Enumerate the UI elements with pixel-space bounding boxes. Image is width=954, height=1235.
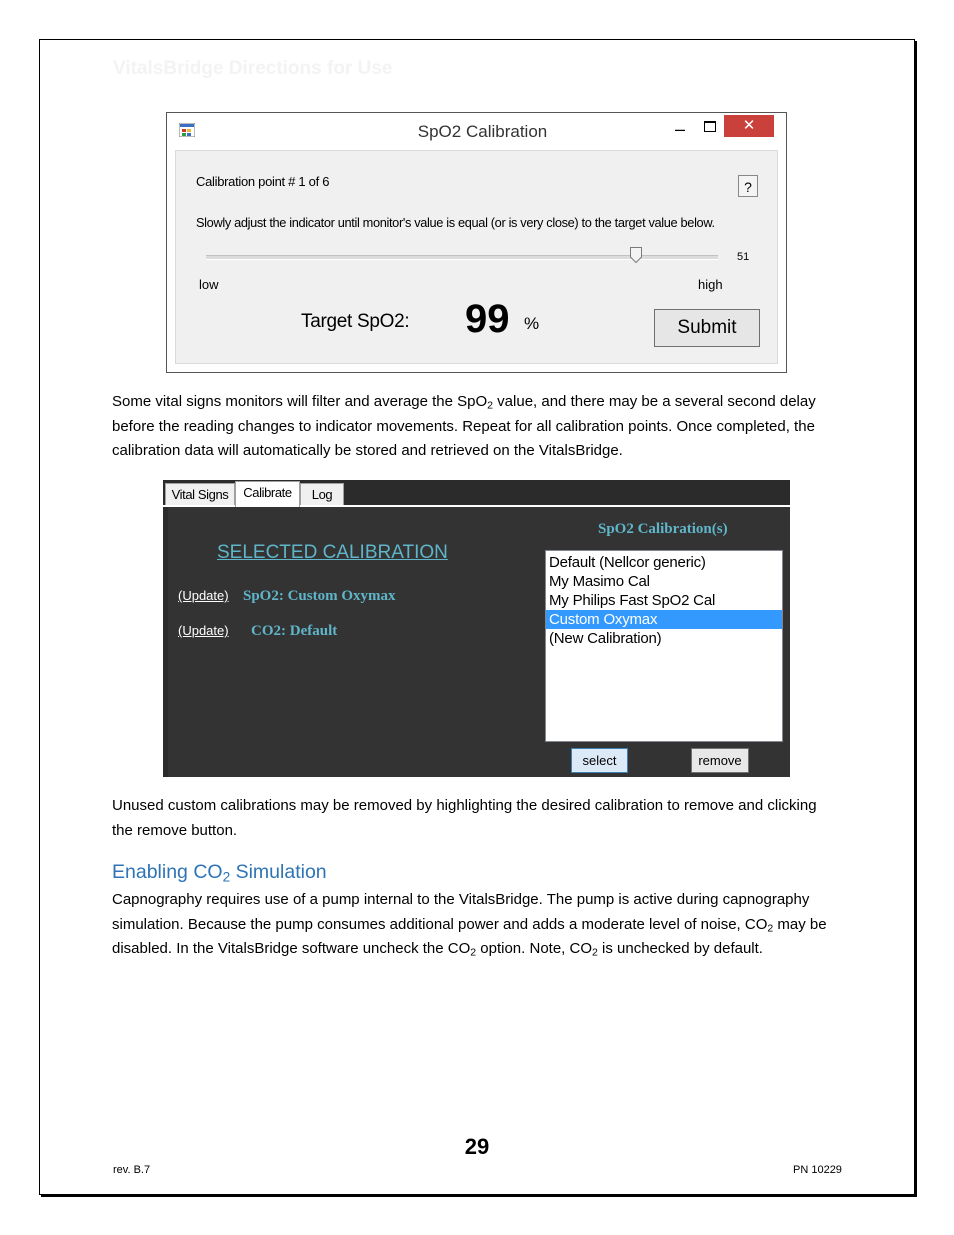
co2-selected-calibration: CO2: Default xyxy=(251,623,338,639)
section-heading xyxy=(112,861,327,884)
spo2-selected-calibration: SpO2: Custom Oxymax xyxy=(243,588,396,604)
calibrate-tab-screenshot xyxy=(163,480,790,777)
update-spo2-link[interactable]: (Update) xyxy=(178,588,229,603)
dialog-titlebar[interactable] xyxy=(167,113,786,149)
co2-sub-1: 2 xyxy=(767,922,774,935)
update-co2-link[interactable]: (Update) xyxy=(178,623,229,638)
paragraph-remove-note xyxy=(112,794,832,843)
page-number: 29 xyxy=(464,1134,490,1159)
slider-value: 51 xyxy=(737,251,750,263)
calibration-listbox[interactable] xyxy=(545,550,783,742)
dialog-title: SpO2 Calibration xyxy=(417,122,548,141)
heading-text-a: Enabling CO xyxy=(112,861,223,883)
list-item-selected[interactable]: Custom Oxymax xyxy=(546,610,782,629)
paragraph-filter-note xyxy=(112,390,832,464)
co2-text-3: option. Note, CO xyxy=(476,940,593,957)
slider-low-label: low xyxy=(199,277,219,292)
co2-text-1: Capnography requires use of a pump internal to the VitalsBridge. The pump is active during capnography simulation. Because the pump consumes additional power and adds a moderate level of noise, CO xyxy=(112,891,810,933)
para1-text-b: value, and there may be a several second delay before the reading changes to indicator movements. Repeat for all calibration points. Once completed, the calibration data will automatically be stored and retrieved on the VitalsBridge. xyxy=(112,393,816,459)
paragraph-co2-simulation xyxy=(112,888,832,962)
calibration-point-label: Calibration point # 1 of 6 xyxy=(196,174,330,189)
selected-calibration-title: SELECTED CALIBRATION xyxy=(217,542,448,563)
para1-text-a: Some vital signs monitors will filter and average the SpO xyxy=(112,393,488,410)
tab-strip xyxy=(163,480,790,507)
list-item[interactable]: (New Calibration) xyxy=(549,630,662,647)
co2-text-2: may be disabled. In the VitalsBridge software uncheck the CO xyxy=(112,915,827,957)
submit-button[interactable]: Submit xyxy=(654,309,760,347)
co2-text-4: is unchecked by default. xyxy=(597,940,763,957)
list-item[interactable]: My Philips Fast SpO2 Cal xyxy=(549,592,716,609)
co2-sub-2: 2 xyxy=(470,946,477,959)
calibrate-panel xyxy=(168,507,790,777)
footer-part-number: PN 10229 xyxy=(793,1164,842,1176)
remove-button[interactable]: remove xyxy=(691,748,749,773)
help-button[interactable]: ? xyxy=(738,175,758,197)
running-header: VitalsBridge Directions for Use xyxy=(113,58,393,79)
target-spo2-value: 99 xyxy=(465,297,510,341)
slider-high-label: high xyxy=(698,277,723,292)
heading-text-b: Simulation xyxy=(230,861,327,883)
target-spo2-label: Target SpO2: xyxy=(301,311,410,332)
co2-sub-3: 2 xyxy=(592,946,598,959)
para2-text: Unused custom calibrations may be removed by highlighting the desired calibration to remove and clicking the remove button. xyxy=(112,797,817,839)
maximize-icon[interactable] xyxy=(704,121,716,132)
tab-vital-signs[interactable]: Vital Signs xyxy=(165,483,235,505)
instruction-text: Slowly adjust the indicator until monitor's value is equal (or is very close) to the target value below. xyxy=(196,215,715,230)
tab-log[interactable]: Log xyxy=(300,483,344,505)
footer-revision: rev. B.7 xyxy=(113,1164,151,1176)
spo2-calibration-dialog xyxy=(166,112,787,373)
heading-sub: 2 xyxy=(222,869,231,885)
list-item[interactable]: Default (Nellcor generic) xyxy=(549,554,706,571)
list-item[interactable]: My Masimo Cal xyxy=(549,573,650,590)
close-icon[interactable]: ✕ xyxy=(724,115,774,137)
select-button[interactable]: select xyxy=(571,748,628,773)
dialog-client-area xyxy=(175,150,778,364)
tab-calibrate[interactable]: Calibrate xyxy=(235,481,300,507)
indicator-slider-thumb[interactable] xyxy=(630,247,642,263)
target-spo2-unit: % xyxy=(524,314,540,333)
minimize-icon[interactable]: – xyxy=(674,119,685,139)
para1-sub: 2 xyxy=(487,399,494,412)
spo2-calibrations-title: SpO2 Calibration(s) xyxy=(598,521,728,537)
